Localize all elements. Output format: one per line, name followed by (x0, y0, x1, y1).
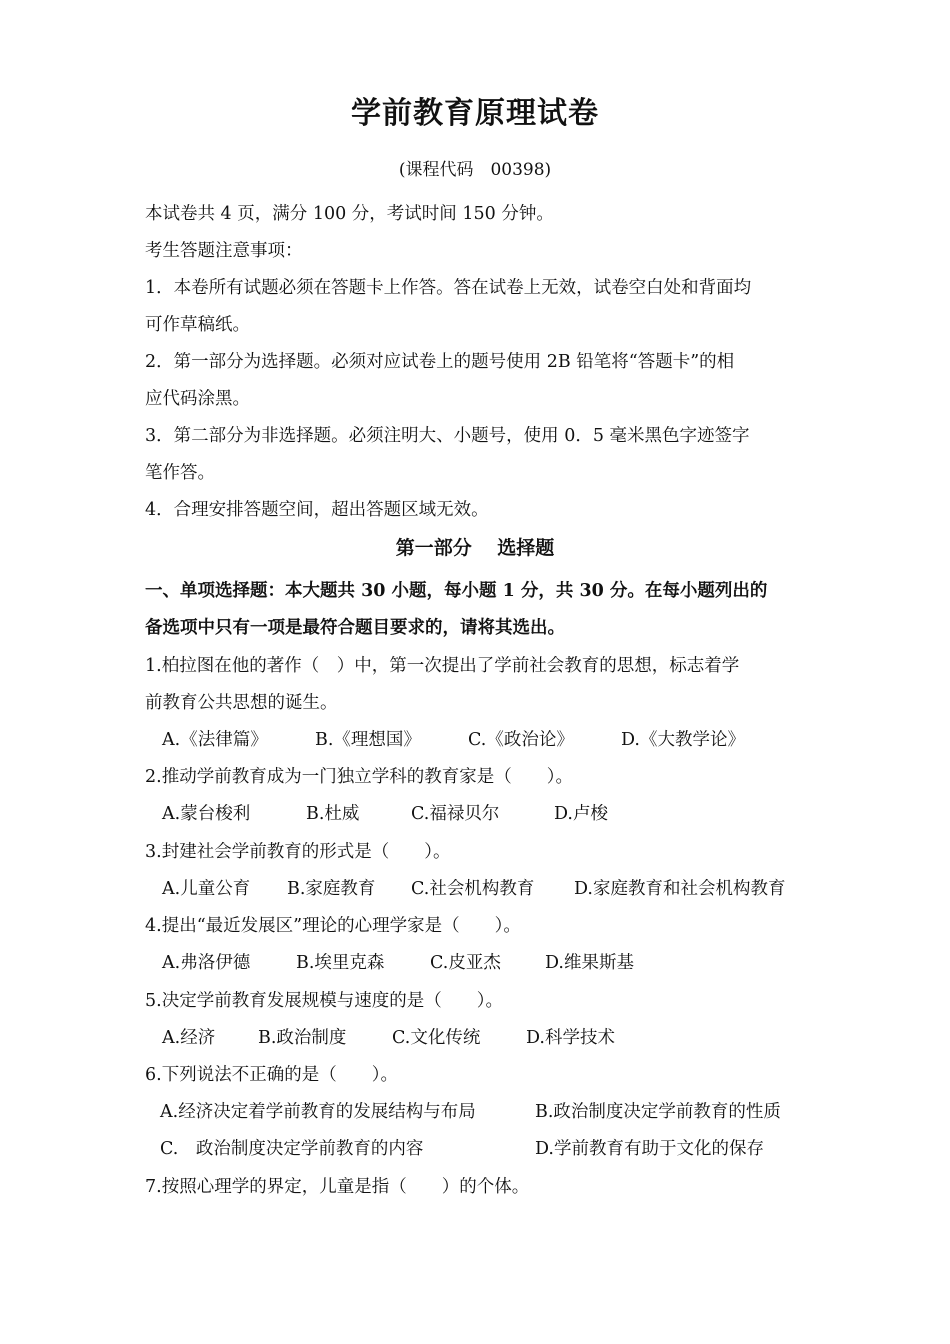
section-instruction: 一、单项选择题：本大题共 30 小题，每小题 1 分，共 30 分。在每小题列出的 (145, 581, 768, 601)
option-d: D.卢梭 (554, 804, 608, 824)
section-instruction: 备选项中只有一项是最符合题目要求的，请将其选出。 (145, 618, 565, 638)
question-stem: 1.柏拉图在他的著作（ ）中，第一次提出了学前社会教育的思想，标志着学 (145, 656, 740, 676)
option-a: A.《法律篇》 (162, 730, 268, 750)
course-code: (课程代码 00398) (398, 160, 552, 180)
question-stem: 前教育公共思想的诞生。 (145, 693, 338, 713)
option-a: A.经济决定着学前教育的发展结构与布局 (160, 1102, 476, 1122)
option-b: B.政治制度 (258, 1028, 347, 1048)
section-heading: 第一部分 选择题 (395, 537, 555, 559)
question-stem: 3.封建社会学前教育的形式是（ ）。 (145, 842, 451, 862)
question-stem: 2.推动学前教育成为一门独立学科的教育家是（ ）。 (145, 767, 573, 787)
option-a: A.经济 (162, 1028, 216, 1048)
option-d: D.《大教学论》 (621, 730, 745, 750)
notice-line: 笔作答。 (145, 463, 215, 483)
option-a: A.弗洛伊德 (162, 953, 251, 973)
option-b: B.政治制度决定学前教育的性质 (535, 1102, 781, 1122)
notice-heading: 考生答题注意事项： (145, 241, 303, 261)
option-d: D.维果斯基 (545, 953, 634, 973)
notice-line: 3．第二部分为非选择题。必须注明大、小题号，使用 0．5 毫米黑色字迹签字 (145, 426, 750, 446)
option-c: C.社会机构教育 (411, 879, 535, 899)
notice-line: 可作草稿纸。 (145, 315, 250, 335)
option-b: B.家庭教育 (287, 879, 376, 899)
question-stem: 7.按照心理学的界定，儿童是指（ ）的个体。 (145, 1177, 530, 1197)
question-stem: 5.决定学前教育发展规模与速度的是（ ）。 (145, 991, 503, 1011)
option-b: B.《理想国》 (315, 730, 421, 750)
notice-line: 1．本卷所有试题必须在答题卡上作答。答在试卷上无效，试卷空白处和背面均 (145, 278, 752, 298)
notice-line: 4．合理安排答题空间，超出答题区域无效。 (145, 500, 489, 520)
option-a: A.儿童公育 (162, 879, 251, 899)
option-a: A.蒙台梭利 (162, 804, 251, 824)
option-c: C.福禄贝尔 (411, 804, 500, 824)
notice-line: 2．第一部分为选择题。必须对应试卷上的题号使用 2B 铅笔将“答题卡”的相 (145, 352, 735, 372)
option-b: B.杜威 (306, 804, 360, 824)
option-c: C. 政治制度决定学前教育的内容 (160, 1139, 424, 1159)
question-stem: 6.下列说法不正确的是（ ）。 (145, 1065, 398, 1085)
option-c: C.文化传统 (392, 1028, 481, 1048)
option-d: D.学前教育有助于文化的保存 (535, 1139, 764, 1159)
page-title: 学前教育原理试卷 (351, 96, 599, 131)
exam-summary: 本试卷共 4 页，满分 100 分，考试时间 150 分钟。 (145, 204, 554, 224)
option-d: D.科学技术 (526, 1028, 615, 1048)
option-c: C.《政治论》 (468, 730, 574, 750)
notice-line: 应代码涂黑。 (145, 389, 250, 409)
option-b: B.埃里克森 (296, 953, 385, 973)
option-d: D.家庭教育和社会机构教育 (574, 879, 786, 899)
question-stem: 4.提出“最近发展区”理论的心理学家是（ ）。 (145, 916, 521, 936)
option-c: C.皮亚杰 (430, 953, 501, 973)
